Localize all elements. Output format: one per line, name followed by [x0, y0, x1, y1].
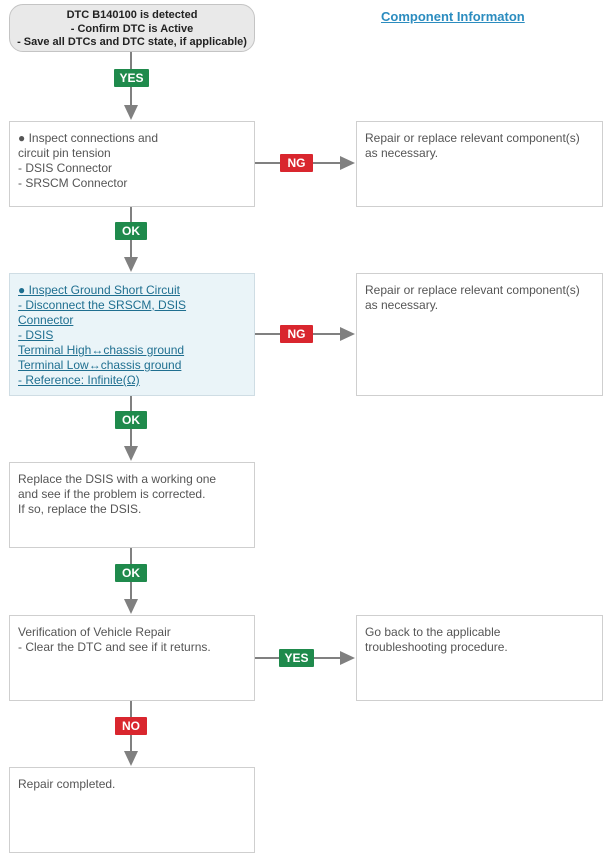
side-line: as necessary. [365, 298, 439, 312]
step-line: ● Inspect connections and [18, 131, 159, 145]
step-line: and see if the problem is corrected. [18, 487, 206, 501]
badge-no: NO [115, 717, 147, 735]
badge-ng: NG [280, 325, 313, 343]
step-line: - Clear the DTC and see if it returns. [18, 640, 211, 654]
step-replace-dsis [9, 462, 255, 548]
step-link-line[interactable]: - Disconnect the SRSCM, DSIS [18, 298, 187, 312]
step-line: - SRSCM Connector [18, 176, 128, 190]
badge-ng: NG [280, 154, 313, 172]
step-line: If so, replace the DSIS. [18, 502, 142, 516]
step-line: - DSIS Connector [18, 161, 113, 175]
side-box-repair-replace-1 [356, 121, 603, 207]
badge-ok: OK [115, 411, 147, 429]
badge-yes: YES [114, 69, 149, 87]
side-line: Go back to the applicable [365, 625, 501, 639]
side-line: Repair or replace relevant component(s) [365, 283, 580, 297]
side-box-go-back [356, 615, 603, 701]
side-box-repair-replace-2 [356, 273, 603, 396]
side-line: as necessary. [365, 146, 439, 160]
step-link-line[interactable]: Terminal High↔chassis ground [18, 343, 185, 357]
step-link-line[interactable]: ● Inspect Ground Short Circuit [18, 283, 180, 297]
step-link-line[interactable]: Terminal Low↔chassis ground [18, 358, 182, 372]
step-link-line[interactable]: Connector [18, 313, 74, 327]
step-line: Replace the DSIS with a working one [18, 472, 217, 486]
start-line: DTC B140100 is detected [66, 9, 198, 21]
step-line: Verification of Vehicle Repair [18, 625, 171, 639]
step-inspect-ground-short-circuit[interactable] [9, 273, 255, 396]
side-line: troubleshooting procedure. [365, 640, 508, 654]
badge-ok: OK [115, 564, 147, 582]
step-inspect-connections [9, 121, 255, 207]
component-information-link[interactable]: Component Informaton [381, 9, 525, 24]
badge-yes: YES [279, 649, 314, 667]
step-line: Repair completed. [18, 777, 116, 791]
badge-ok: OK [115, 222, 147, 240]
start-line: - Confirm DTC is Active [70, 22, 194, 35]
side-line: Repair or replace relevant component(s) [365, 131, 580, 145]
step-verification-of-vehicle-repair [9, 615, 255, 701]
step-line: circuit pin tension [18, 146, 111, 160]
step-link-line[interactable]: - Reference: Infinite(Ω) [18, 373, 140, 387]
step-repair-completed [9, 767, 255, 853]
start-node-dtc-detected [9, 4, 255, 52]
start-line: - Save all DTCs and DTC state, if applicable) [17, 36, 247, 48]
step-link-line[interactable]: - DSIS [18, 328, 54, 342]
